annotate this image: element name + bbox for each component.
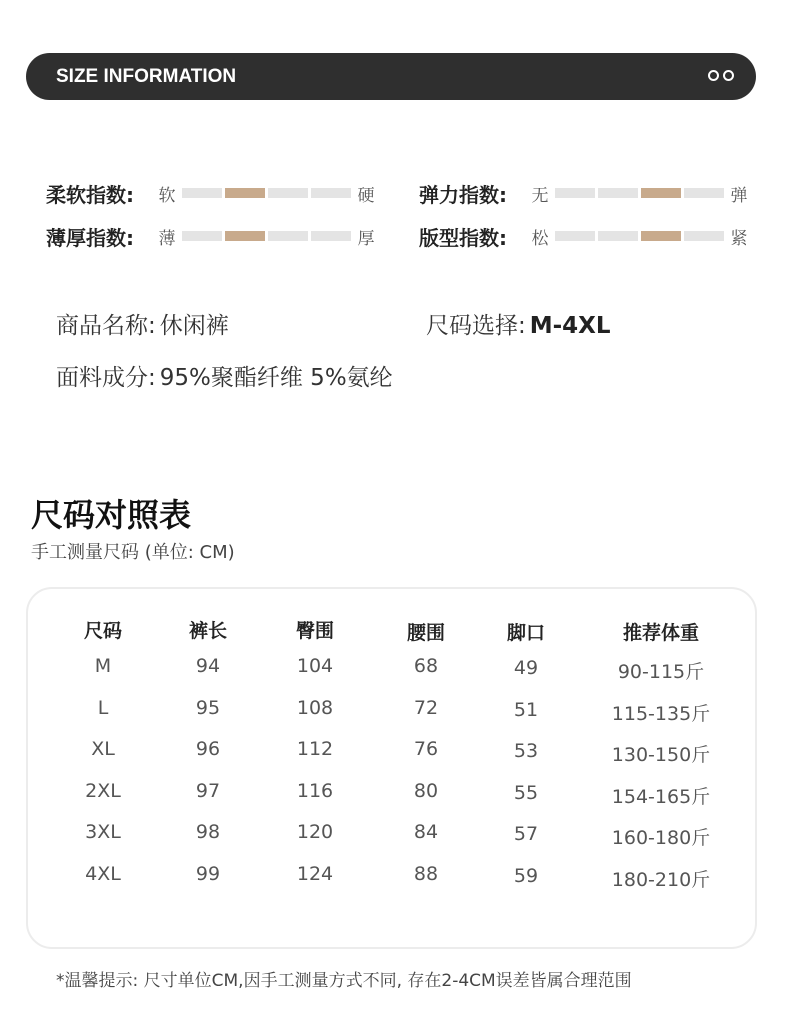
index-left-label: 薄 <box>158 228 176 249</box>
scale-segment <box>182 231 222 241</box>
section-header-bar <box>26 53 756 100</box>
cell-hip: 112 <box>296 738 334 760</box>
size-chart-subtitle: 手工测量尺码 (单位: CM) <box>31 542 235 563</box>
cell-hip: 120 <box>296 821 334 843</box>
cell-weight: 115-135斤 <box>611 703 711 725</box>
cell-hip: 104 <box>296 655 334 677</box>
scale-segment <box>598 188 638 198</box>
elasticity-index <box>419 181 750 205</box>
cell-weight: 180-210斤 <box>611 869 711 891</box>
cell-weight: 90-115斤 <box>617 661 705 683</box>
cell-hem: 53 <box>513 740 539 762</box>
table-header-length: 裤长 <box>188 620 227 642</box>
cell-hem: 55 <box>513 782 539 804</box>
decorative-dots <box>708 70 734 81</box>
index-label: 薄厚指数: <box>46 225 134 250</box>
scale-segment <box>684 231 724 241</box>
cell-hip: 108 <box>296 697 334 719</box>
cell-weight: 154-165斤 <box>611 786 711 808</box>
cell-hip: 116 <box>296 780 334 802</box>
cell-hip: 124 <box>296 863 334 885</box>
scale-segment <box>182 188 222 198</box>
scale-segment <box>555 231 595 241</box>
size-table <box>26 587 757 949</box>
scale-segment <box>268 231 308 241</box>
index-label: 弹力指数: <box>419 182 507 207</box>
cell-hem: 51 <box>513 699 539 721</box>
size-chart-title: 尺码对照表 <box>31 496 192 534</box>
index-left-label: 软 <box>158 185 176 206</box>
size-selection <box>426 307 611 340</box>
table-header-size: 尺码 <box>83 620 122 642</box>
fabric-label: 面料成分: <box>56 365 156 391</box>
cell-waist: 72 <box>413 697 439 719</box>
circle-icon <box>708 70 719 81</box>
fabric-value: 95%聚酯纤维 5%氨纶 <box>159 365 393 391</box>
footnote: *温馨提示: 尺寸单位CM,因手工测量方式不同, 存在2-4CM误差皆属合理范围 <box>56 971 632 991</box>
table-header-waist: 腰围 <box>406 622 445 644</box>
size-selection-label: 尺码选择: <box>426 313 526 339</box>
cell-size: L <box>97 697 109 719</box>
index-scale <box>182 188 351 198</box>
cell-length: 96 <box>195 738 221 760</box>
thickness-index <box>46 224 377 248</box>
cell-waist: 88 <box>413 863 439 885</box>
index-right-label: 紧 <box>730 228 748 249</box>
index-right-label: 弹 <box>730 185 748 206</box>
product-name-value: 休闲裤 <box>159 313 229 339</box>
cell-weight: 160-180斤 <box>611 827 711 849</box>
index-right-label: 硬 <box>357 185 375 206</box>
cell-hem: 49 <box>513 657 539 679</box>
cell-length: 94 <box>195 655 221 677</box>
cell-length: 97 <box>195 780 221 802</box>
index-scale <box>555 231 724 241</box>
fit-index <box>419 224 750 248</box>
cell-waist: 68 <box>413 655 439 677</box>
scale-segment-active <box>225 231 265 241</box>
cell-size: 3XL <box>85 821 121 843</box>
fabric-composition <box>56 359 393 392</box>
scale-segment <box>684 188 724 198</box>
index-left-label: 无 <box>531 185 549 206</box>
cell-hem: 57 <box>513 823 539 845</box>
softness-index <box>46 181 377 205</box>
table-header-hem: 脚口 <box>506 622 545 644</box>
scale-segment <box>598 231 638 241</box>
cell-hem: 59 <box>513 865 539 887</box>
cell-size: XL <box>91 738 115 760</box>
scale-segment-active <box>225 188 265 198</box>
cell-length: 99 <box>195 863 221 885</box>
index-right-label: 厚 <box>357 228 375 249</box>
cell-waist: 76 <box>413 738 439 760</box>
cell-size: 2XL <box>85 780 121 802</box>
scale-segment-active <box>641 231 681 241</box>
cell-weight: 130-150斤 <box>611 744 711 766</box>
circle-icon <box>723 70 734 81</box>
table-header-weight: 推荐体重 <box>622 622 699 644</box>
index-label: 版型指数: <box>419 225 507 250</box>
cell-length: 98 <box>195 821 221 843</box>
index-label: 柔软指数: <box>46 182 134 207</box>
scale-segment <box>268 188 308 198</box>
size-selection-value: M-4XL <box>529 313 611 339</box>
cell-waist: 84 <box>413 821 439 843</box>
cell-size: 4XL <box>85 863 121 885</box>
product-name <box>56 307 229 340</box>
index-scale <box>555 188 724 198</box>
scale-segment <box>311 231 351 241</box>
cell-size: M <box>94 655 112 677</box>
scale-segment-active <box>641 188 681 198</box>
section-title: SIZE INFORMATION <box>56 66 237 87</box>
index-left-label: 松 <box>531 228 549 249</box>
cell-waist: 80 <box>413 780 439 802</box>
cell-length: 95 <box>195 697 221 719</box>
index-scale <box>182 231 351 241</box>
scale-segment <box>311 188 351 198</box>
table-header-hip: 臀围 <box>295 620 334 642</box>
scale-segment <box>555 188 595 198</box>
product-name-label: 商品名称: <box>56 313 156 339</box>
